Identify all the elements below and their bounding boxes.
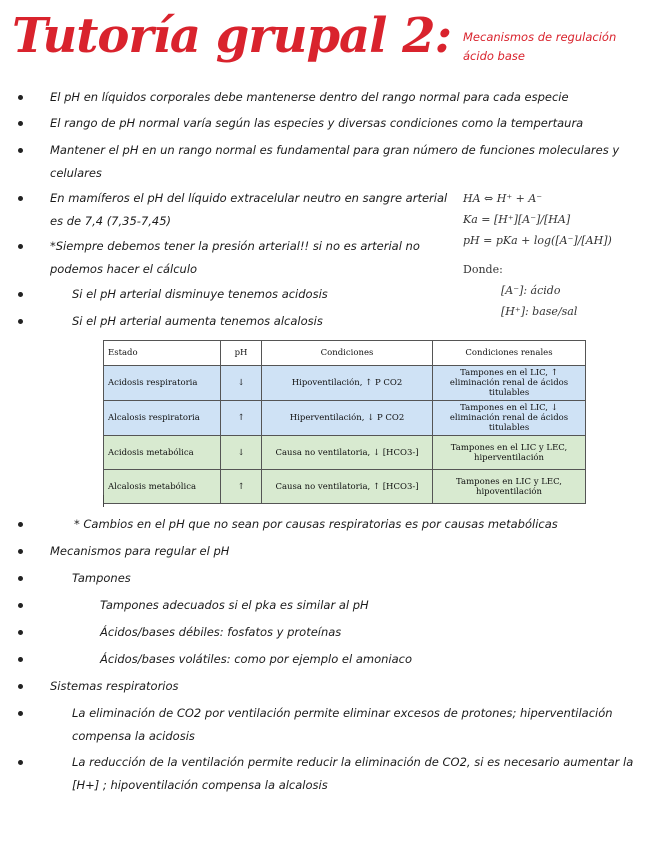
table-cell: Causa no ventilatoria, ↑ [HCO3-] [262,470,433,504]
table-header-condiciones: Condiciones [262,341,433,366]
page-subtitle: Mecanismos de regulación ácido base [463,30,617,63]
table-header-row [104,341,586,366]
table-cell: Tampones en el LIC y LEC, hiperventilación [433,436,586,470]
bullet-dot [18,95,23,100]
bullet-text: *Siempre debemos tener la presión arterial!! si no es arterial no podemos hacer el cálculo [50,239,420,276]
table-row [104,401,586,436]
bullet-dot [18,292,23,297]
bullet-text: Ácidos/bases débiles: fosfatos y proteínas [100,625,342,639]
bullet-text: * Cambios en el pH que no sean por causas respiratorias es por causas metabólicas [74,517,558,531]
table-header-ph: pH [221,341,262,366]
bullet-text: La reducción de la ventilación permite reducir la eliminación de CO2, si es necesario aumentar la [H+] ; hipoventilación compensa la alcalosis [72,755,634,792]
bullet-dot [18,684,23,689]
formula-definition: [H⁺]: base/sal [501,305,578,318]
henderson-hasselbalch-equation: pH = pKa + log([A⁻]/[AH]) [463,234,612,247]
table-cell: ↑ [221,401,262,436]
bullet-text: Tampones adecuados si el pka es similar al pH [100,598,369,612]
table-cell: Tampones en LIC y LEC, hipoventilación [433,470,586,504]
bullet-dot [18,522,23,527]
bullet-text: Tampones [72,571,131,585]
table-cell: Tampones en el LIC, ↓ eliminación renal de ácidos titulables [433,401,586,436]
bullet-dot [18,319,23,324]
table-cell: ↑ [221,470,262,504]
bullet-dot [18,196,23,201]
ph-formula-block [463,188,648,322]
equilibrium-equation: HA ⇔ H⁺ + A⁻ [463,192,543,205]
formula-donde-label: Donde: [463,263,503,276]
table-row [104,436,586,470]
table-row [104,470,586,504]
bullet-dot [18,576,23,581]
bullet-text: Mecanismos para regular el pH [50,544,230,558]
table-cell: Hipoventilación, ↑ P CO2 [262,366,433,401]
table-cell: Acidosis respiratoria [104,366,221,401]
bullet-text: El rango de pH normal varía según las especies y diversas condiciones como la tempertaura [50,116,584,130]
table-cell: Alcalosis metabólica [104,470,221,504]
bullet-text: Mantener el pH en un rango normal es fundamental para gran número de funciones moleculares y celulares [50,143,620,180]
bullet-dot [18,603,23,608]
bullet-dot [18,760,23,765]
table-cell: Causa no ventilatoria, ↓ [HCO3-] [262,436,433,470]
bullet-text: Si el pH arterial disminuye tenemos acidosis [72,287,328,301]
bullet-text: Si el pH arterial aumenta tenemos alcalosis [72,314,323,328]
bullet-dot [18,148,23,153]
acid-base-disorders-table [103,340,586,504]
bullet-dot [18,630,23,635]
table-cell: ↓ [221,436,262,470]
page-title: Tutoría grupal 2: [12,8,452,64]
table-header-condiciones-renales: Condiciones renales [433,341,586,366]
formula-definition: [A⁻]: ácido [501,284,561,297]
bullet-dot [18,244,23,249]
table-cell: Tampones en el LIC, ↑ eliminación renal de ácidos titulables [433,366,586,401]
bullet-text: Ácidos/bases volátiles: como por ejemplo el amoniaco [100,652,413,666]
ka-equation: Ka = [H⁺][A⁻]/[HA] [463,213,571,226]
bullet-text: Sistemas respiratorios [50,679,179,693]
table-cell: Hiperventilación, ↓ P CO2 [262,401,433,436]
table-cell: Alcalosis respiratoria [104,401,221,436]
table-cell: ↓ [221,366,262,401]
table-edge-line [103,495,104,507]
table-cell: Acidosis metabólica [104,436,221,470]
bullet-dot [18,121,23,126]
table-header-estado: Estado [104,341,221,366]
bullet-dot [18,657,23,662]
bullet-dot [18,711,23,716]
bullet-text: La eliminación de CO2 por ventilación permite eliminar excesos de protones; hiperventilación compensa la acidosis [72,706,613,743]
table-row [104,366,586,401]
bullet-text: En mamíferos el pH del líquido extracelular neutro en sangre arterial es de 7,4 (7,35-7,45) [50,191,448,228]
bullet-text: El pH en líquidos corporales debe mantenerse dentro del rango normal para cada especie [50,90,569,104]
bullet-dot [18,549,23,554]
